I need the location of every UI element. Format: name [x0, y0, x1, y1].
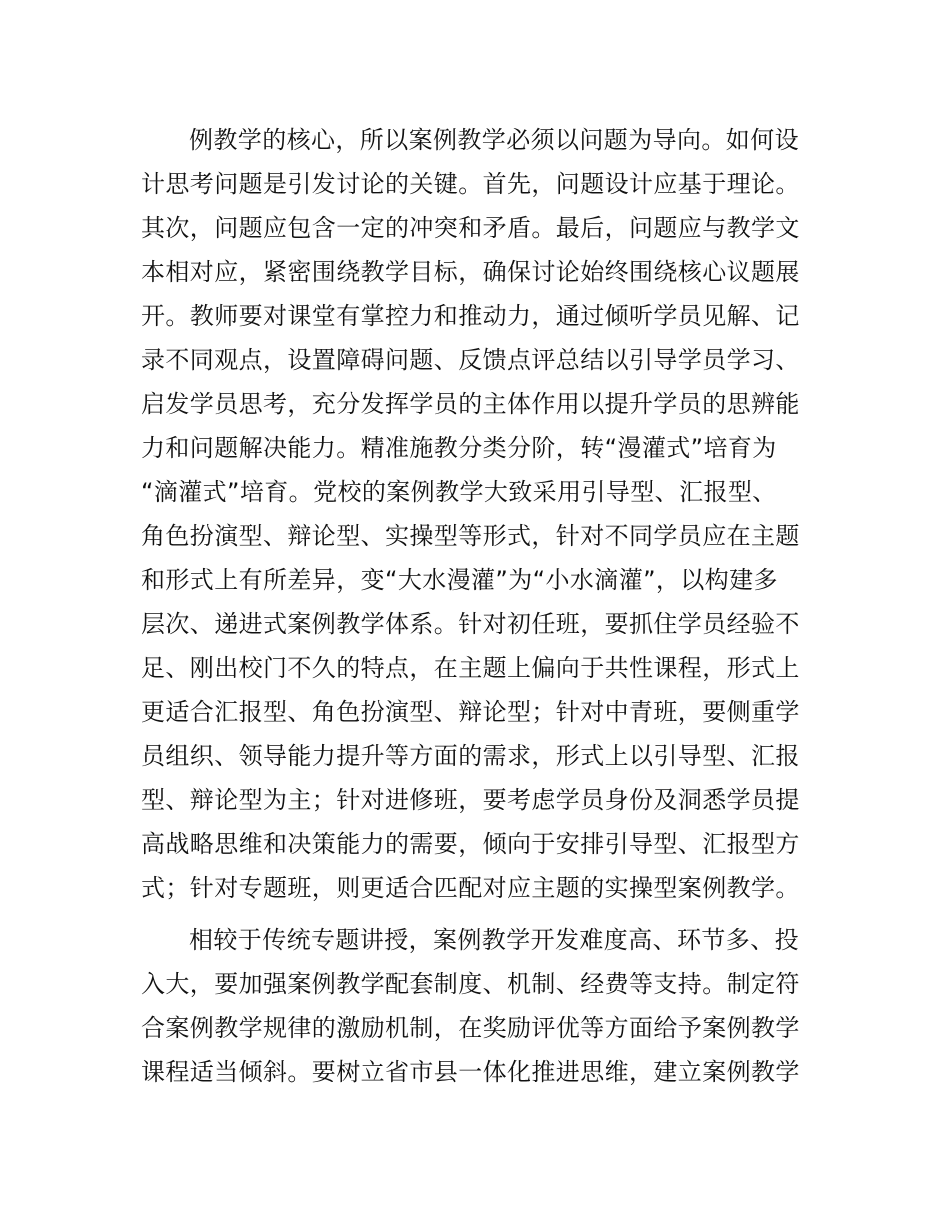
text-line: 和形式上有所差异，变“大水漫灌”为“小水滴灌”，以构建多 [141, 566, 778, 594]
text-line: 更适合汇报型、角色扮演型、辩论型；针对中青班，要侧重学 [141, 698, 800, 726]
text-line: 层次、递进式案例教学体系。针对初任班，要抓住学员经验不 [141, 610, 800, 638]
text-line: 力和问题解决能力。精准施教分类分阶，转“漫灌式”培育为 [141, 434, 777, 462]
text-line: 足、刚出校门不久的特点，在主题上偏向于共性课程，形式上 [141, 654, 800, 682]
paragraph-2 [141, 918, 831, 1094]
paragraph-1 [141, 118, 831, 910]
text-line: 例教学的核心，所以案例教学必须以问题为导向。如何设 [189, 126, 799, 154]
text-line: 本相对应，紧密围绕教学目标，确保讨论始终围绕核心议题展 [141, 258, 800, 286]
text-line: 高战略思维和决策能力的需要，倾向于安排引导型、汇报型方 [141, 830, 800, 858]
text-line: “滴灌式”培育。党校的案例教学大致采用引导型、汇报型、 [141, 478, 777, 506]
text-line: 录不同观点，设置障碍问题、反馈点评总结以引导学员学习、 [141, 346, 800, 374]
text-line: 相较于传统专题讲授，案例教学开发难度高、环节多、投 [189, 926, 799, 954]
text-line: 角色扮演型、辩论型、实操型等形式，针对不同学员应在主题 [141, 522, 800, 550]
text-line: 型、辩论型为主；针对进修班，要考虑学员身份及洞悉学员提 [141, 786, 800, 814]
text-line: 其次，问题应包含一定的冲突和矛盾。最后，问题应与教学文 [141, 214, 800, 242]
text-line: 开。教师要对课堂有掌控力和推动力，通过倾听学员见解、记 [141, 302, 800, 330]
document-body [141, 118, 831, 1094]
text-line: 式；针对专题班，则更适合匹配对应主题的实操型案例教学。 [141, 874, 800, 902]
text-line: 入大，要加强案例教学配套制度、机制、经费等支持。制定符 [141, 970, 800, 998]
text-line: 合案例教学规律的激励机制，在奖励评优等方面给予案例教学 [141, 1014, 800, 1042]
text-line: 计思考问题是引发讨论的关键。首先，问题设计应基于理论。 [141, 170, 800, 198]
text-line: 员组织、领导能力提升等方面的需求，形式上以引导型、汇报 [141, 742, 800, 770]
text-line: 课程适当倾斜。要树立省市县一体化推进思维，建立案例教学 [141, 1058, 800, 1086]
text-line: 启发学员思考，充分发挥学员的主体作用以提升学员的思辨能 [141, 390, 800, 418]
